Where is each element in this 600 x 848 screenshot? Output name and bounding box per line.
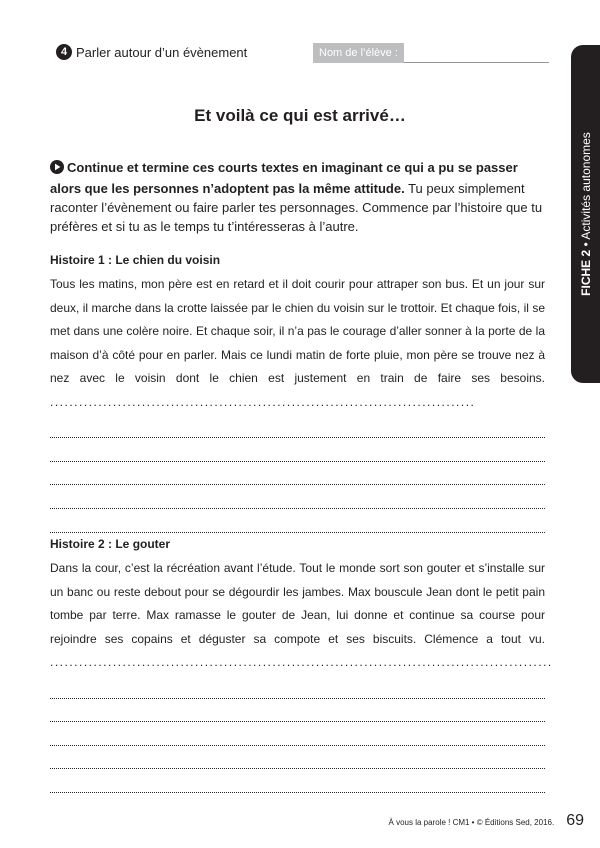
page-number: 69 [566, 812, 584, 829]
section-header [56, 44, 247, 60]
answer-line[interactable] [50, 675, 545, 699]
page-footer [389, 812, 584, 830]
story-2-title: Histoire 2 : Le gouter [50, 537, 171, 551]
answer-line[interactable] [50, 769, 545, 793]
student-name-label: Nom de l’élève : [313, 43, 404, 63]
answer-line[interactable] [50, 485, 545, 509]
instructions-normal: Tu peux simplement raconter l’évènement ou faire parler tes personnages. Commence par l’histoire que tu préfères et si tu as le temps tu t’intéresseras à l’autre. [50, 181, 543, 234]
answer-line[interactable] [50, 462, 545, 486]
student-name-line[interactable] [404, 43, 549, 63]
story-1-text [50, 273, 545, 415]
answer-line[interactable] [50, 699, 545, 723]
page-title: Et voilà ce qui est arrivé… [194, 106, 406, 125]
instructions [50, 158, 545, 236]
side-tab-bullet: • [578, 242, 593, 247]
student-name-field[interactable] [313, 43, 549, 63]
answer-line[interactable] [50, 415, 545, 439]
story-2-text [50, 557, 553, 675]
story-2-trailing-dots: ........................................................................................................ [50, 655, 553, 670]
story-1-title: Histoire 1 : Le chien du voisin [50, 253, 221, 267]
story-2-body: Dans la cour, c’est la récréation avant l’étude. Tout le monde sort son gouter et s’installe sur un banc ou reste debout pour se dégourdir les jambes. Max bouscule Jean dont le petit pain tombe par terre. Max ramasse le gouter de Jean, lui donne et continue sa course pour rejoindre ses copains et déguster sa compote et ses biscuits. Clémence a tout vu. [50, 561, 545, 646]
story-1 [50, 253, 545, 533]
answer-line[interactable] [50, 509, 545, 533]
story-2 [50, 537, 553, 793]
side-tab [571, 45, 600, 383]
fiche-label: FICHE 2 [578, 249, 593, 296]
story-1-body: Tous les matins, mon père est en retard et il doit courir pour attraper son bus. Et un jour sur deux, il marche dans la crotte laissée par le chien du voisin sur le trottoir. Et chaque fois, il se met dans une colère noire. Et chaque soir, il n’a pas le courage d’aller sonner à la porte de la maison d’à côté pour en parler. Mais ce lundi matin de forte pluie, mon père se trouve nez à nez avec le voisin dont le chien est justement en train de faire ses besoins. [50, 277, 545, 386]
side-tab-text [579, 132, 593, 296]
side-tab-label: Activités autonomes [578, 132, 593, 240]
section-number-badge: 4 [56, 44, 72, 60]
footer-credit: À vous la parole ! CM1 • © Éditions Sed, 2016. [388, 818, 555, 827]
story-1-trailing-dots: ........................................................................................ [50, 394, 476, 409]
play-circle-icon [50, 160, 64, 179]
answer-line[interactable] [50, 722, 545, 746]
section-title: Parler autour d’un évènement [76, 44, 248, 60]
instructions-bold: Continue et termine ces courts textes en imaginant ce qui a pu se passer alors que les personnes n’adoptent pas la même attitude. [50, 160, 518, 196]
answer-line[interactable] [50, 438, 545, 462]
answer-line[interactable] [50, 746, 545, 770]
